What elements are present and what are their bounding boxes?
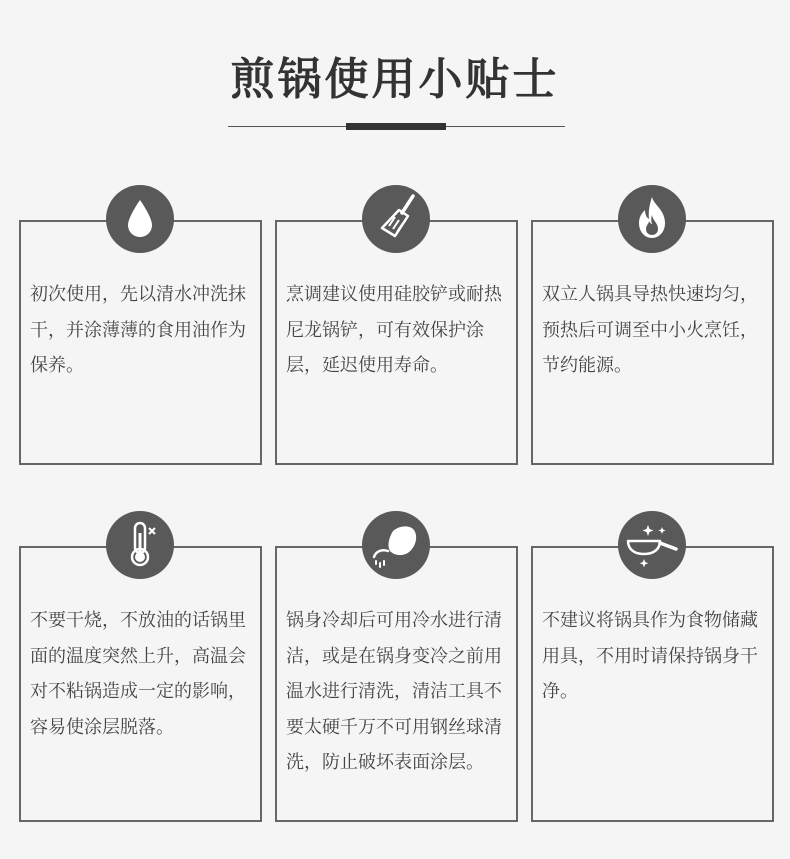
tip-text: 烹调建议使用硅胶铲或耐热尼龙锅铲，可有效保护涂层，延迟使用寿命。 <box>286 284 502 376</box>
tip-card-heat <box>531 220 774 465</box>
spatula-icon <box>362 185 430 253</box>
thermometer-icon <box>106 511 174 579</box>
tip-card-cleaning <box>275 546 518 822</box>
tip-text: 锅身冷却后可用冷水进行清洁，或是在锅身变冷之前用温水进行清洗，清洁工具不要太硬千万不可用钢丝球清洗，防止破坏表面涂层。 <box>286 610 502 773</box>
page-title: 煎锅使用小贴士 <box>230 54 560 105</box>
tip-card-first-use <box>19 220 262 465</box>
clean-pan-icon <box>618 511 686 579</box>
tip-text: 双立人锅具导热快速均匀，预热后可调至中小火烹饪，节约能源。 <box>542 284 758 376</box>
tip-text: 初次使用，先以清水冲洗抹干，并涂薄薄的食用油作为保养。 <box>30 284 246 376</box>
title-accent-bar <box>346 123 446 130</box>
flame-icon <box>618 185 686 253</box>
tip-text: 不要干烧，不放油的话锅里面的温度突然上升，高温会对不粘锅造成一定的影响，容易使涂层脱落。 <box>30 610 246 738</box>
tip-card-storage <box>531 546 774 822</box>
faucet-sponge-icon <box>362 511 430 579</box>
water-drop-icon <box>106 185 174 253</box>
tip-text: 不建议将锅具作为食物储藏用具，不用时请保持锅身干净。 <box>542 610 758 702</box>
tip-card-dry-heat <box>19 546 262 822</box>
tip-card-utensils <box>275 220 518 465</box>
